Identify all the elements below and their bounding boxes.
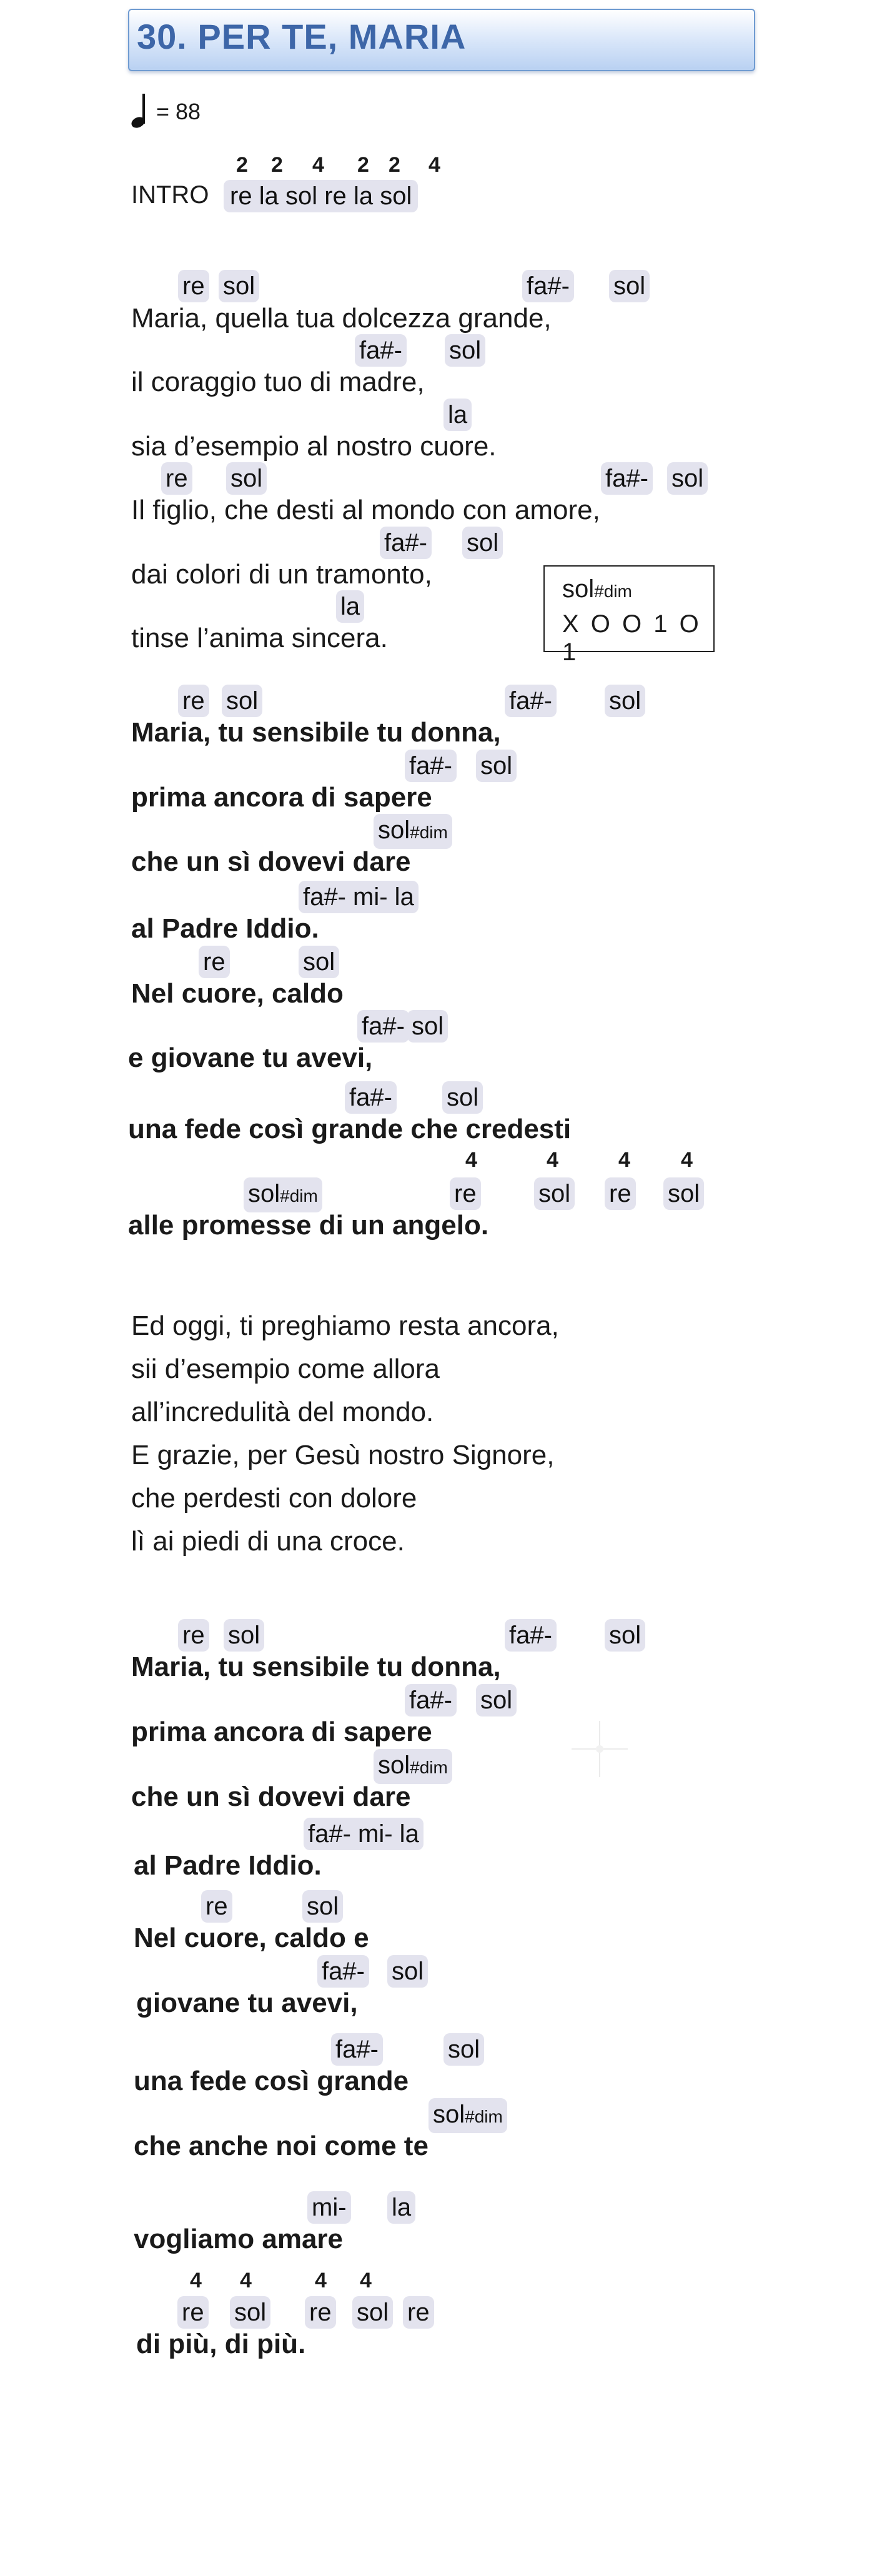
beat-count: 4 bbox=[190, 2269, 202, 2292]
chord: sol bbox=[230, 2296, 270, 2329]
chord: sol bbox=[443, 2033, 484, 2066]
chord: sol bbox=[605, 1619, 645, 1652]
chord: fa#- bbox=[405, 1684, 457, 1717]
sparkle-icon bbox=[572, 1721, 628, 1777]
lyric-line: e giovane tu avevi, bbox=[128, 1043, 373, 1073]
lyric-line: al Padre Iddio. bbox=[131, 913, 319, 944]
lyric-line: Ed oggi, ti preghiamo resta ancora, bbox=[131, 1310, 559, 1341]
chord: fa#- bbox=[355, 334, 407, 367]
chord: sol bbox=[609, 270, 650, 302]
chord: sol bbox=[534, 1177, 575, 1210]
beat-count: 4 bbox=[681, 1148, 693, 1172]
lyric-line: che un sì dovevi dare bbox=[131, 1781, 411, 1812]
chord: re bbox=[605, 1177, 636, 1210]
beat-count: 4 bbox=[240, 2269, 252, 2292]
chord: sol bbox=[387, 1955, 428, 1988]
chord: sol bbox=[222, 685, 262, 717]
chord: fa#- bbox=[317, 1955, 369, 1988]
chord-diagram bbox=[543, 565, 715, 666]
chord: la bbox=[387, 2191, 415, 2224]
chord: sol bbox=[302, 1890, 343, 1923]
lyric-line: E grazie, per Gesù nostro Signore, bbox=[131, 1440, 555, 1470]
lyric-line: tinse l’anima sincera. bbox=[131, 623, 388, 653]
chord: fa#- bbox=[505, 1619, 557, 1652]
lyric-line: al Padre Iddio. bbox=[134, 1850, 322, 1881]
intro-count: 2 bbox=[389, 153, 400, 177]
chord: re bbox=[177, 2296, 209, 2329]
lyric-line: dai colori di un tramonto, bbox=[131, 559, 432, 590]
lyric-line: Maria, tu sensibile tu donna, bbox=[131, 1652, 501, 1682]
chord: sol bbox=[663, 1177, 704, 1210]
intro-chords: re la sol re la sol bbox=[224, 180, 418, 212]
beat-count: 4 bbox=[547, 1148, 558, 1172]
chord: re bbox=[178, 270, 209, 302]
chord: sol#dim bbox=[374, 814, 452, 849]
intro-label: INTRO bbox=[131, 181, 209, 209]
chord: sol bbox=[224, 1619, 264, 1652]
tempo-marking bbox=[131, 94, 201, 130]
chord: fa#- bbox=[331, 2033, 383, 2066]
chord-diagram-name: sol#dim bbox=[562, 575, 632, 603]
quarter-note-icon bbox=[131, 94, 147, 130]
lyric-line: alle promesse di un angelo. bbox=[128, 1210, 489, 1241]
chord: fa#- bbox=[380, 527, 432, 559]
intro-count: 2 bbox=[357, 153, 369, 177]
chord: re bbox=[201, 1890, 232, 1923]
intro-count: 4 bbox=[429, 153, 440, 177]
chord: sol bbox=[299, 946, 339, 978]
chord: sol bbox=[352, 2296, 393, 2329]
chord: fa#- bbox=[357, 1010, 409, 1043]
chord: sol#dim bbox=[429, 2098, 507, 2133]
chord: sol bbox=[476, 1684, 517, 1717]
chord: mi- bbox=[307, 2191, 351, 2224]
chord: re bbox=[199, 946, 230, 978]
chord: fa#- mi- la bbox=[299, 881, 419, 913]
lyric-line: una fede così grande bbox=[134, 2066, 409, 2096]
chord: fa#- bbox=[345, 1081, 397, 1114]
page-title: 30. PER TE, MARIA bbox=[137, 17, 467, 56]
beat-count: 4 bbox=[465, 1148, 477, 1172]
chord: sol bbox=[442, 1081, 483, 1114]
chord: re bbox=[161, 462, 192, 495]
lyric-line: prima ancora di sapere bbox=[131, 1717, 432, 1747]
chord: re bbox=[450, 1177, 481, 1210]
chord: sol bbox=[667, 462, 708, 495]
lyric-line: giovane tu avevi, bbox=[136, 1988, 358, 2018]
lyric-line: Maria, tu sensibile tu donna, bbox=[131, 717, 501, 748]
chord: fa#- bbox=[522, 270, 574, 302]
lyric-line: sii d’esempio come allora bbox=[131, 1354, 440, 1384]
chord: sol bbox=[462, 527, 503, 559]
lyric-line: sia d’esempio al nostro cuore. bbox=[131, 431, 497, 462]
beat-count: 4 bbox=[360, 2269, 372, 2292]
title-banner bbox=[128, 9, 755, 71]
lyric-line: che un sì dovevi dare bbox=[131, 846, 411, 877]
beat-count: 4 bbox=[618, 1148, 630, 1172]
chord: fa#- mi- la bbox=[304, 1818, 424, 1850]
lyric-line: di più, di più. bbox=[136, 2329, 306, 2359]
lyric-line: che anche noi come te bbox=[134, 2131, 429, 2161]
lyric-line: Il figlio, che desti al mondo con amore, bbox=[131, 495, 600, 525]
lyric-line: Nel cuore, caldo bbox=[131, 978, 344, 1009]
lyric-line: vogliamo amare bbox=[134, 2224, 344, 2254]
tempo-value: = 88 bbox=[156, 99, 201, 124]
chord: la bbox=[336, 590, 364, 623]
lyric-line: il coraggio tuo di madre, bbox=[131, 367, 425, 397]
chord: fa#- bbox=[505, 685, 557, 717]
chord: fa#- bbox=[601, 462, 653, 495]
chord-diagram-fingering: X O O 1 O 1 bbox=[562, 610, 701, 666]
lyric-line: prima ancora di sapere bbox=[131, 782, 432, 813]
lyric-line: all’incredulità del mondo. bbox=[131, 1397, 434, 1427]
chord: re bbox=[178, 685, 209, 717]
lyric-line: Maria, quella tua dolcezza grande, bbox=[131, 303, 552, 334]
beat-count: 4 bbox=[315, 2269, 327, 2292]
intro-count: 2 bbox=[271, 153, 283, 177]
chord: sol bbox=[445, 334, 485, 367]
chord: re bbox=[305, 2296, 336, 2329]
chord: la bbox=[443, 399, 472, 431]
chord: re bbox=[178, 1619, 209, 1652]
intro-count: 4 bbox=[312, 153, 324, 177]
lyric-line: lì ai piedi di una croce. bbox=[131, 1526, 405, 1557]
lyric-line: una fede così grande che credesti bbox=[128, 1114, 572, 1144]
chord: fa#- bbox=[405, 750, 457, 782]
chord: sol bbox=[219, 270, 259, 302]
chord: re bbox=[403, 2296, 434, 2329]
chord: sol#dim bbox=[244, 1177, 322, 1212]
chord: sol bbox=[226, 462, 267, 495]
lyric-line: Nel cuore, caldo e bbox=[134, 1923, 369, 1953]
intro-count: 2 bbox=[236, 153, 248, 177]
chord: sol#dim bbox=[374, 1749, 452, 1784]
chord: sol bbox=[476, 750, 517, 782]
chord: sol bbox=[407, 1010, 448, 1043]
chord: sol bbox=[605, 685, 645, 717]
lyric-line: che perdesti con dolore bbox=[131, 1483, 417, 1513]
